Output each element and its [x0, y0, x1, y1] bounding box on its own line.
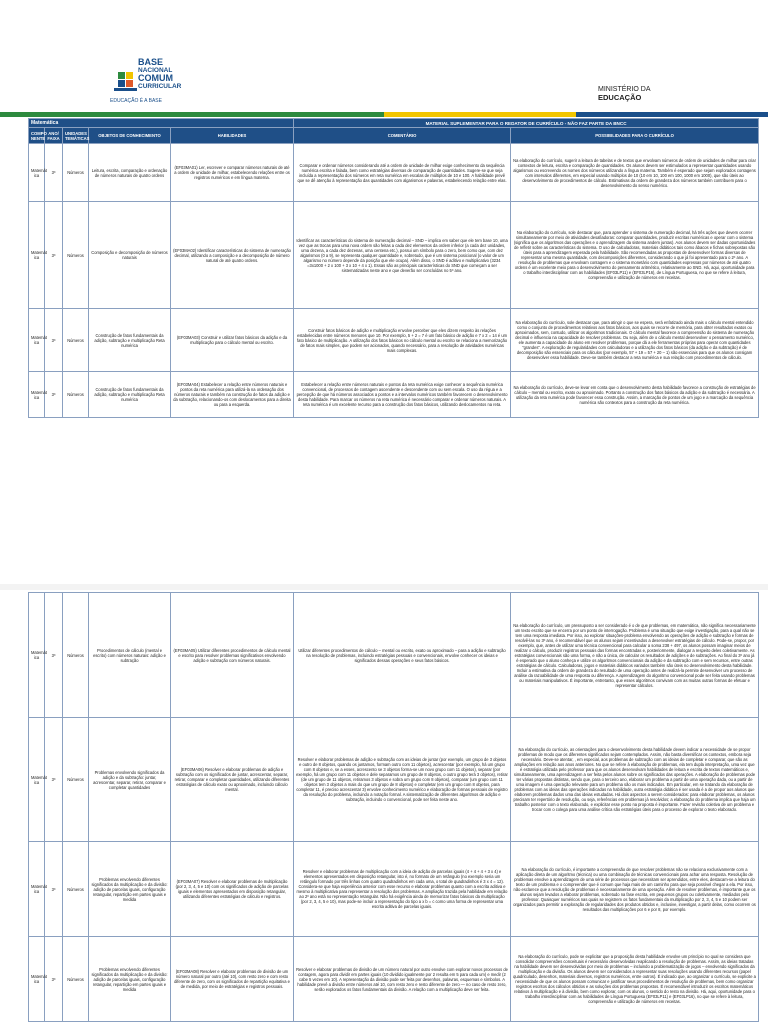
table-row	[29, 718, 759, 842]
cell-componente: Matemát ica	[29, 718, 45, 842]
cell-possibilidades: Na elaboração do currículo, sole destacar que, para aprender o sistema de numeração decimal, há três ações que devem ocorrer simultaneamente por meio de atividades desafiadoras: comparar quantidades, produzir escritas numéricas e operar com o sistema (significa que os algoritmos das operações e o aprendizagem da sistema andem juntas). Aos alunos devem ser dadas oportunidades de refletir sobre as características do sistema. O uso de calculadoras, materiais didáticos tais como ábacos e fichas sobrepostas são úteis para a aprendizagem esperada pela habilidade. São recomendadas as propostas de desenvolver formas diversas de representar uma mesma quantidade, com decomposições diferentes, considerando o que já foi apresentado para o 2º ano. A resolução de problemas que envolvam contagem e o sistema monetário com quantidades expressas por números de até quatro ordens é um excelente meio para o desenvolvimento do pensamento aritmético, relativamente ao SND. Há, aqui, oportunidade para o trabalho interdisciplinar com as habilidades (EF03LP11) e (EF03LP16), de Língua Portuguesa, no que se refere à leitura, compreensão e utilização de números em receitas.	[511, 202, 759, 309]
cell-possibilidades: Na elaboração do currículo, deve-se levar em conta que o desenvolvimento desta habilidade favorece a construção de estratégias de cálculo – mental ou escrito, exato ou aproximado. Portanto a construção dos fatos básicos da adição e da subtração é necessária. A utilização da reta numérica pode favorecer essa construção. Assim, a marcação de pontos de um jogo e a marcação da sequência numérica são contextos para a construção da reta numérica.	[511, 372, 759, 418]
cell-comentario: Identificar as características do sistema de numeração decimal – SND – implica em saber que ele tem base 10, uma vez que as trocas para uma nova ordem são feitas a cada dez elementos da ordem inferior (a cada dez unidades, uma dezena, a cada dez dezenas, uma centena etc.), possui um símbolo para o zero, bem como que, com dez algarismos (0 a 9), se representa qualquer quantidade e, sobretudo, que é um sistema posicional (o valor de um algarismo no número depende da posição que ele ocupa). Além disso, o SND é aditivo e multiplicativo (3234 =3x1000 + 2 x 100 + 3 x 10 + 4 x 1). Essas são as principais características do SND que começam a ser sistematizadas neste ano e que deverão ser concluídas no 5º ano.	[294, 202, 511, 309]
cell-objeto: Problemas envolvendo diferentes significados da multiplicação e da divisão: adição de parcelas iguais, configuração retangular, repartição em partes iguais e medida	[89, 842, 171, 937]
cell-possibilidades: Na elaboração do currículo, pode se explicitar que a proposição desta habilidade envolve um princípio no qual se considera que consolidar compreensões conceituais é necessário desenvolvidas reaplicando a resolução de problemas. Assim, as ideias tratadas na habilidade devem ser desenvolvidas por meio de problemas – incluindo a problematização de jogos – envolvendo significados da multiplicação e da divisão. Os alunos devem ser considerados a representar suas resoluções usando diferentes recursos (papel quadriculado, desenhos, materiais diversos, registros numéricos, entre outros). É indicado que, ao organizar o currículo, se explicite a necessidade de que os alunos possam comunicar e justificar seus procedimentos de resolução de problemas, bem como organizar registros escritos dos cálculos obtidos e as soluções dos problemas propostos. É recomendável introduzir os escritos matemáticos relativos à multiplicação e à divisão, bem como explorar, com os alunos, o sentido do resto na divisão. Há, aqui, oportunidade para o trabalho interdisciplinar com as habilidades de Língua Portuguesa (EF03LP11) e (EF03LP16), no que se refere à leitura, compreensão e utilização de números em receitas.	[511, 937, 759, 1022]
cell-habilidade: (EF03MA02) Identificar características do sistema de numeração decimal, utilizando a composição e a decomposição de número natural de até quatro ordens.	[171, 202, 294, 309]
cell-habilidade: (EF03MA05) Utilizar diferentes procedimentos de cálculo mental e escrito para resolver problemas significativos envolvendo adição e subtração com números naturais.	[171, 593, 294, 718]
cell-componente: Matemát ica	[29, 309, 45, 372]
cell-possibilidades: Na elaboração do currículo, sugerir a leitura de tabelas e de textos que envolvam números de ordem de unidades de milhar para criar contextos de leitura, escrita e comparação de quantidades. Os alunos devem ser estimulados a representar quantidades usando algarismos ou escrevendo os nomes dos números utilizando a língua materna. Também é esperado que sejam explorados contagens com intervalos diferentes, em especial usando múltiplos de 10 (10 em 10, 100 em 100, 1000 em 1000), que são úteis ao desenvolvimento de procedimentos de cálculo. Estimativas da ordem de grandeza dos números também contribuem para o desenvolvimento do senso numérico.	[511, 144, 759, 202]
table-row	[29, 202, 759, 309]
table-row	[29, 372, 759, 418]
cell-objeto: Problemas envolvendo significados da adição e da subtração: juntar, acrescentar, separar, retirar, comparar e completar quantidades	[89, 718, 171, 842]
col-header-habilidades: HABILIDADES	[171, 128, 294, 144]
page-header	[0, 0, 768, 112]
cell-ano: 3º	[45, 593, 63, 718]
page-divider	[0, 584, 768, 590]
cell-ano: 3º	[45, 372, 63, 418]
cell-componente: Matemát ica	[29, 372, 45, 418]
cell-unidade: Números	[63, 202, 89, 309]
col-header-ano: ANO/ FAIXA	[45, 128, 63, 144]
subject-bar: Matemática	[29, 119, 294, 128]
header-color-bar	[0, 112, 768, 117]
cell-comentario: Resolver e elaborar problemas de adição e subtração com as ideias de juntar (por exemplo, um grupo de 3 objetos e outro de 8 objetos, quando os juntamos, formam outro com 11 objetos), acrescentar (por exemplo, há um grupo com 8 objetos e, se a esses, acrescento se 3 objetos forma-se um novo grupo com 11 objetos), separar (por exemplo, há um grupo com 11 objetos e dele separamos um grupo de 8 objetos, o outro grupo terá 3 objetos), retirar (de um grupo de 11 objetos, retiramos 3 objetos e sobra um grupo com 8 objetos), comparar (um grupo com 11 objetos tem 3 objetos a mais do que um grupo de 8 objetos) e completar (em um grupo com 8 objetos, para completar 11, é preciso acrescentar 3) envolve conhecimento numérico e elaboração de formas pessoais de registro da resolução do problema, incluindo a notação formal. A sistematização de diferentes algoritmos de adição e subtração, incluindo o convencional, pode ser feita neste ano.	[294, 718, 511, 842]
table-row	[29, 937, 759, 1022]
cell-habilidade: (EF03MA03) Construir e utilizar fatos básicos da adição e da multiplicação para o cálculo mental ou escrito.	[171, 309, 294, 372]
table-row	[29, 309, 759, 372]
cell-comentario: Resolver e elaborar problemas de multiplicação com a ideia de adição de parcelas iguais (4 + 4 + 4 + 3 x 4) e elementos apresentados em disposição retangular, isto é, no formato de um retângulo (no exemplo seria um retângulo formado por três linhas com quatro quadradinhos em cada uma, o total de quadradinhos é 3 x 4 = 12). Considera-se que haja experiência anterior com esse recurso e elaborar problemas quanto com a escrita aditiva e mesmo à multiplicativa para representar a resolução dos problemas. A ampliação trazida pela habilidade em relação ao 2º ano está no representação retangular. Não há exigência ainda de memorizar fatos básicos da multiplicação (por 2, 3, 4, 5 e 10), mas pode-se incluir a representação do tipo a x b = c como uma forma de representar uma escrita aditiva de parcelas iguais.	[294, 842, 511, 937]
cell-objeto: Procedimentos de cálculo (mental e escrito) com números naturais: adição e subtração	[89, 593, 171, 718]
cell-ano: 3º	[45, 718, 63, 842]
cell-componente: Matemát ica	[29, 937, 45, 1022]
cell-objeto: Problemas envolvendo diferentes significados da multiplicação e da divisão: adição de parcelas iguais, configuração retangular, repartição em partes iguais e medida	[89, 937, 171, 1022]
cell-objeto: Leitura, escrita, comparação e ordenação de números naturais de quatro ordens	[89, 144, 171, 202]
cell-habilidade: (EF03MA06) Resolver e elaborar problemas de adição e subtração com os significados de juntar, acrescentar, separar, retirar, comparar e completar quantidades, utilizando diferentes estratégias de cálculo exato ou aproximado, incluindo cálculo mental.	[171, 718, 294, 842]
cell-unidade: Números	[63, 144, 89, 202]
cell-habilidade: (EF03MA07) Resolver e elaborar problemas de multiplicação (por 2, 3, 4, 5 e 10) com os significados de adição de parcelas iguais e elementos apresentados em disposição retangular, utilizando diferentes estratégias de cálculo e registros.	[171, 842, 294, 937]
cell-objeto: Composição e decomposição de números naturais	[89, 202, 171, 309]
cell-ano: 3º	[45, 937, 63, 1022]
cell-possibilidades: Na elaboração do currículo, um pressuposto a ser considerado é o de que problemas, em matemática, não significa necessariamente um texto escrito que se encerra por um ponto de interrogação. Problema é uma situação que exige investigação, para a qual não se tem uma resposta imediata. Por isso, ao explorar situações-problema envolvendo as operações de adição e subtração e formas de resolvê-las no 3º ano, é recomendável que os alunos sejam incentivados a desenvolver estratégias de cálculo. Pode-se, propor, por exemplo, que, antes de utilizar uma técnica convencional para calcular a soma 238 + 497, os alunos possam imaginar meios de realizar o cálculo, produzir registros pessoais das formas encontradas e, posteriormente, dialogar a respeito deles coletivamente. As estratégias convencionais são uma forma, e não a única, de calcular os resultados de adições e de subtrações. Ao final do 3º ano já é esperado que o aluno conheça e utilize os algoritmos convencionais da adição e da subtração com e sem recursos, entre outras estratégias de cálculo. Calculadoras, jogos e materiais didáticos variados também são úteis no desenvolvimento desta habilidade. Incluir a estimativa da ordem de grandeza do resultado de uma operação antes de realizá-la permite desenvolver um processo de análise da razoabilidade de uma resposta ou diferença. A aprendizagem do algoritmo convencional pode ser feita usando problemas ou materiais manipulativos. É importante, entretanto, que esses algoritmos convivam com as muitas outras formas de efetuar e representar cálculos.	[511, 593, 759, 718]
cell-unidade: Números	[63, 309, 89, 372]
cell-possibilidades: Na elaboração do currículo, sole destacar que, para atingir o que se espera, será enfatizado ainda mais o cálculo mental entendido como o conjunto de procedimentos relativos aos fatos básicos, aos quais se recorre de memória, para obter resultados exatos ou aproximados, sem, contudo, utilizar os algoritmos tradicionais. O cálculo mental favorece a compreensão do sistema de numeração decimal e influencia na capacidade de resolver problemas. Ou seja, além de o cálculo mental desenvolver o pensamento numérico, ele aumenta a capacidade do aluno em resolver problemas, porque dá a ele ferramentas próprias para operar com quantidades "grandes". A exploração de regularidades com calculadoras e a utilização dos fatos básicos (da adição e da subtração) é de decomposição são essenciais para os cálculos (por exemplo, 57 + 19 = 57 + 20 – 1) são essenciais para que os alunos consigam desenvolver essa habilidade. Deve-se também destacar a reta numérica e sua relação com procedimentos de cálculo.	[511, 309, 759, 372]
cell-comentario: Resolver e elaborar problemas de divisão de um número natural por outro envolve com explorar novos processos de contagem, agora para dividir em partes iguais (10 dividido igualmente por 2 resulta em 5 para cada um) e medir (2 cabe 5 vezes em 10). A representação da divisão pode ser feita por desenhos, palavras, esquemas e símbolos. A habilidade prevê a divisão entre números até 10, com resto zero e resto diferente de zero — no caso de resto zero, serão explorados os fatos fundamentais da divisão. A relação com a multiplicação deve ser feita.	[294, 937, 511, 1022]
col-header-unidades: UNIDADES TEMÁTICAS	[63, 128, 89, 144]
cell-objeto: Construção de fatos fundamentais da adição, subtração e multiplicação Reta numérica	[89, 372, 171, 418]
cell-ano: 3º	[45, 202, 63, 309]
cell-componente: Matemát ica	[29, 842, 45, 937]
col-header-componente: COMPO NENTE	[29, 128, 45, 144]
col-header-comentario: COMENTÁRIO	[294, 128, 511, 144]
cell-possibilidades: Na elaboração do currículo, é importante a compreensão de que resolver problemas não se relaciona exclusivamente com a aplicação direta de um algoritmo (técnica) ou uma combinação de técnicas convencionais para achar uma resposta. Resolução de problemas envolve a aprendizagem de uma série de processos que necessitam ser aprendidos, entre eles, destacam-se a leitura do texto de um problema e o compreender que é comum que haja mais de um caminho para que seja possível chegar a ela. Por isso, não esclarece que a resolução de problemas é necessariamente de uma operação. Além de resolver problemas, é importante que os alunos sejam levados a elaborar problemas, sobretudo na fase escrita, em pequenos grupos ou coletivamente, mediados pelo professor. Quaisquer numéricos nas quais se registrem os fatos fundamentais da multiplicação por 2, 3, 4, 5 e 10 podem ser organizados para permitir a exploração de regularidades dos produtos obtidos e, inclusive, investigar, a partir delas, como ocorrem os resultados das multiplicações por 6 e por 8, por exemplo.	[511, 842, 759, 937]
cell-unidade: Números	[63, 718, 89, 842]
cell-unidade: Números	[63, 372, 89, 418]
cell-possibilidades: Na elaboração do currículo, as orientações para o desenvolvimento desta habilidade devem indicar a necessidade de se propor problemas de modo que os diferentes significados sejam contemplados. Assim, não basta diversificar os contextos, embora seja necessário. Deve-se atentar, , em especial, aos problemas de subtração com as ideias de completar e comparar, que são as ampliações em relação aos anos anteriores. No que se refere à elaboração de problemas, ela tem dupla interpretação, uma vez que é estratégia utilizada pelo professor para que os alunos desenvolvam habilidades de leitura e escrita de textos matemáticos e, simultaneamente, uma aprendizagem a ser feita pelos alunos sobre os significados das operações. A elaboração de problemas pode ter várias propostas distintas, sendo que, para o terceiro ano, elaborar um problema a partir de uma operação dada, ou a partir de uma imagem é uma operação relevante para um problema são os mais indicados. Em particular, em se tratando da elaboração de problemas com as ideias das operações indicadas na habilidade, outra estratégia didática é ser usada é a de propor aos alunos que elaborem problemas dados uma das ideias estudadas. Há dois aspectos a serem considerados: para elaborar problemas, os alunos precisam ter repertório de resolução, ou seja, referências em problemas já resolvidos; a elaboração do problema implica que haja um trabalho posterior com o texto elaborado, e explicitar esse ponto na proposta é importante. Fazer revisão coletiva de um problema e trocar com o colega para uma análise crítica são estratégias úteis para o processo de explorar o texto elaborado.	[511, 718, 759, 842]
cell-objeto: Construção de fatos fundamentais da adição, subtração e multiplicação Reta numérica	[89, 309, 171, 372]
logo-wordmark: BASE NACIONAL COMUM CURRICULAR	[138, 57, 182, 90]
cell-comentario: Estabelecer a relação entre números naturais e pontos da reta numérica exige conhecer a sequência numérica convencional, de processos de contagem ascendente e descendente com ou sem escala. O uso da régua e a percepção de que há números associados a pontos e a intervalos numéricos também favorecem o desenvolvimento desta habilidade. Para marcar os números na reta numérica é necessário comparar e ordenar números naturais. A reta numérica é um excelente recurso para a construção dos fatos básicos, utilizando deslocamentos na reta.	[294, 372, 511, 418]
col-header-possibilidades: POSSIBILIDADES PARA O CURRÍCULO	[511, 128, 759, 144]
cell-componente: Matemát ica	[29, 593, 45, 718]
logo-tagline: EDUCAÇÃO É A BASE	[110, 98, 162, 104]
curriculum-table-1	[28, 118, 759, 418]
cell-componente: Matemát ica	[29, 144, 45, 202]
curriculum-table-2	[28, 592, 759, 1022]
table-row	[29, 144, 759, 202]
cell-habilidade: (EF03MA04) Estabelecer a relação entre números naturais e pontos da reta numérica para utilizá-la na ordenação dos números naturais e também na construção de fatos da adição e da subtração, relacionando-os com deslocamentos para a direita ou para a esquerda.	[171, 372, 294, 418]
cell-comentario: Construir fatos básicos de adição e multiplicação envolve perceber que eles dizem respeito às relações estabelecidas entre números menores que 10. Por exemplo, 5 + 2 = 7 é um fato básico de adição e 7 x 2 = 14 é um fato básico de multiplicação. A utilização dos fatos básicos no cálculo mental ou escrito se relaciona a memorização de fatos mais simples, que podem ser acionados, quando necessário, para a resolução de atividades numéricas mais complexas.	[294, 309, 511, 372]
supplement-header: MATERIAL SUPLEMENTAR PARA O REDATOR DE CURRÍCULO - NÃO FAZ PARTE DA BNCC	[294, 119, 759, 128]
cell-ano: 3º	[45, 309, 63, 372]
cell-unidade: Números	[63, 937, 89, 1022]
cell-componente: Matemát ica	[29, 202, 45, 309]
table-row	[29, 842, 759, 937]
cell-comentario: Utilizar diferentes procedimentos de cálculo – mental ou escrito, exato ou aproximado – para a adição e subtração na resolução de problemas, incluindo estratégias pessoais e convencionais, envolve conhecer os ideias e significados dessas operações e seus fatos básicos.	[294, 593, 511, 718]
cell-ano: 3º	[45, 842, 63, 937]
col-header-objetos: OBJETOS DE CONHECIMENTO	[89, 128, 171, 144]
cell-ano: 3º	[45, 144, 63, 202]
cell-habilidade: (EF03MA01) Ler, escrever e comparar números naturais de até a ordem de unidade de milhar, estabelecendo relações entre os registros numéricos e em língua materna.	[171, 144, 294, 202]
cell-unidade: Números	[63, 842, 89, 937]
cell-comentario: Comparar e ordenar números considerando até a ordem de unidade de milhar exige conhecimento da sequência numérica escrita e falada, bem como estratégias diversas de comparação de quantidades. Sugere-se que seja incluída a representação dos números em reta numérica em escalas de múltiplos de 10 e 100. A habilidade prevê que se dê atenção à representação das quantidades com algarismos e palavras, estabelecendo relação entre elas.	[294, 144, 511, 202]
table-row	[29, 593, 759, 718]
ministry-label: MINISTÉRIO DA EDUCAÇÃO	[598, 86, 651, 102]
cell-habilidade: (EF03MA08) Resolver e elaborar problemas de divisão de um número natural por outro (até 10), com resto zero e com resto diferente de zero, com os significados de repartição equitativa e de medida, por meio de estratégias e registros pessoais.	[171, 937, 294, 1022]
cell-unidade: Números	[63, 593, 89, 718]
